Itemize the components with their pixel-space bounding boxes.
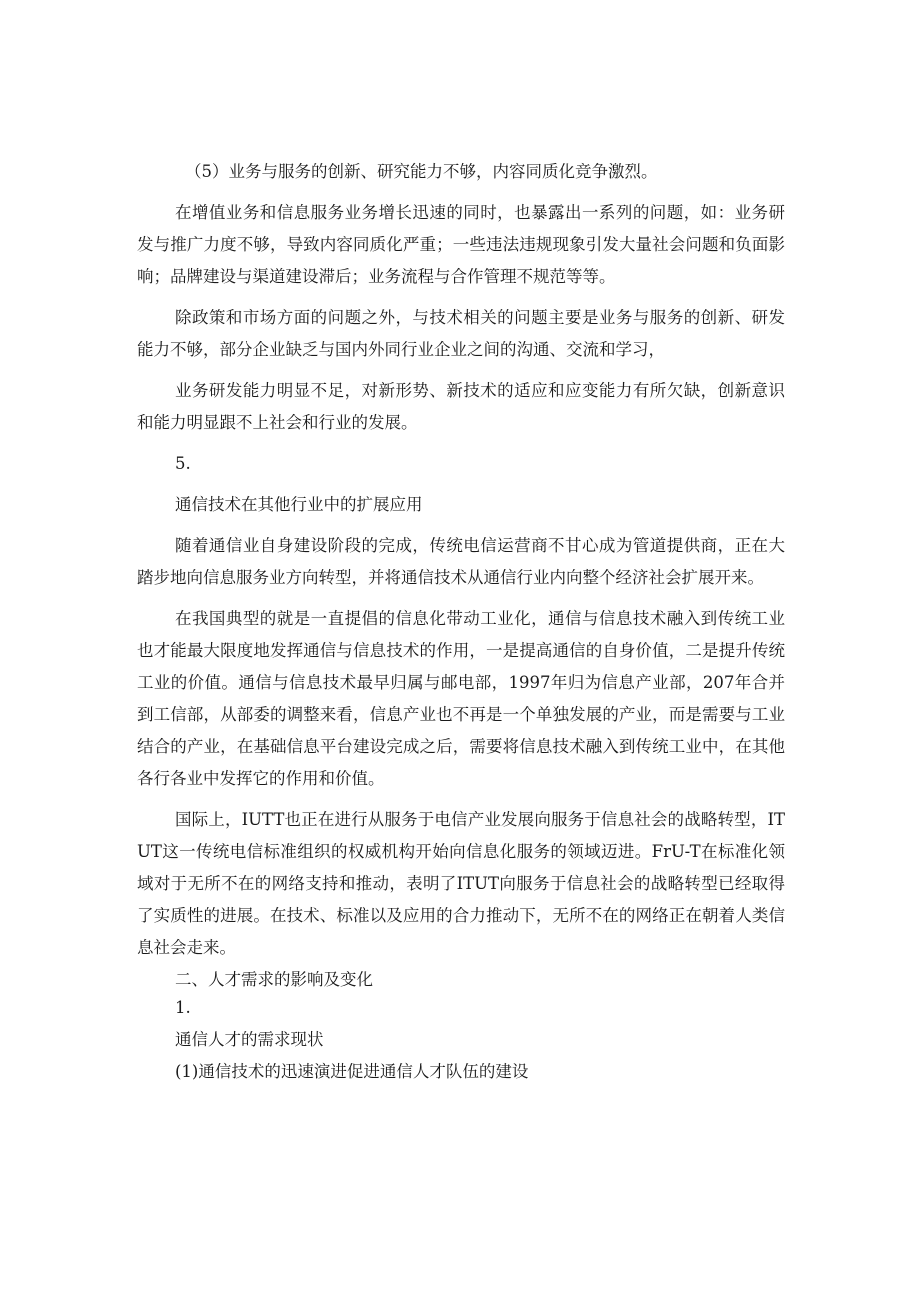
paragraph-heading-5: （5）业务与服务的创新、研究能力不够，内容同质化竞争激烈。 (185, 162, 658, 181)
section-number: 1. (175, 998, 191, 1017)
document-body (137, 156, 785, 1086)
section-title: 通信人才的需求现状 (175, 1030, 324, 1049)
paragraph: 业务研发能力明显不足，对新形势、新技术的适应和应变能力有所欠缺，创新意识和能力明显跟不上社会和行业的发展。 (137, 381, 785, 432)
paragraph: 除政策和市场方面的问题之外，与技术相关的问题主要是业务与服务的创新、研发能力不够，部分企业缺乏与国内外同行业企业之间的沟通、交流和学习， (137, 308, 785, 359)
paragraph: 随着通信业自身建设阶段的完成，传统电信运营商不甘心成为管道提供商，正在大踏步地向信息服务业方向转型，并将通信技术从通信行业内向整个经济社会扩展开来。 (137, 536, 785, 587)
paragraph: 国际上，IUTT也正在进行从服务于电信产业发展向服务于信息社会的战略转型，ITUT这一传统电信标准组织的权威机构开始向信息化服务的领域迈进。FrU-T在标准化领域对于无所不在的网络支持和推动，表明了ITUT向服务于信息社会的战略转型已经取得了实质性的进展。在技术、标准以及应用的合力推动下，无所不在的网络正在朝着人类信息社会走来。 (137, 810, 785, 957)
paragraph: 在我国典型的就是一直提倡的信息化带动工业化，通信与信息技术融入到传统工业也才能最大限度地发挥通信与信息技术的作用，一是提高通信的自身价值，二是提升传统工业的价值。通信与信息技术最早归属与邮电部，1997年归为信息产业部，207年合并到工信部，从部委的调整来看，信息产业也不再是一个单独发展的产业，而是需要与工业结合的产业，在基础信息平台建设完成之后，需要将信息技术融入到传统工业中，在其他各行各业中发挥它的作用和价值。 (137, 609, 785, 788)
section-number: 5. (175, 454, 191, 473)
subsection-title: (1)通信技术的迅速演进促进通信人才队伍的建设 (175, 1062, 529, 1081)
paragraph: 在增值业务和信息服务业务增长迅速的同时，也暴露出一系列的问题，如：业务研发与推广力度不够，导致内容同质化严重；一些违法违规现象引发大量社会问题和负面影响；品牌建设与渠道建设滞后；业务流程与合作管理不规范等等。 (137, 203, 785, 286)
section-title: 通信技术在其他行业中的扩展应用 (175, 495, 423, 514)
chapter-heading: 二、人才需求的影响及变化 (175, 970, 373, 989)
